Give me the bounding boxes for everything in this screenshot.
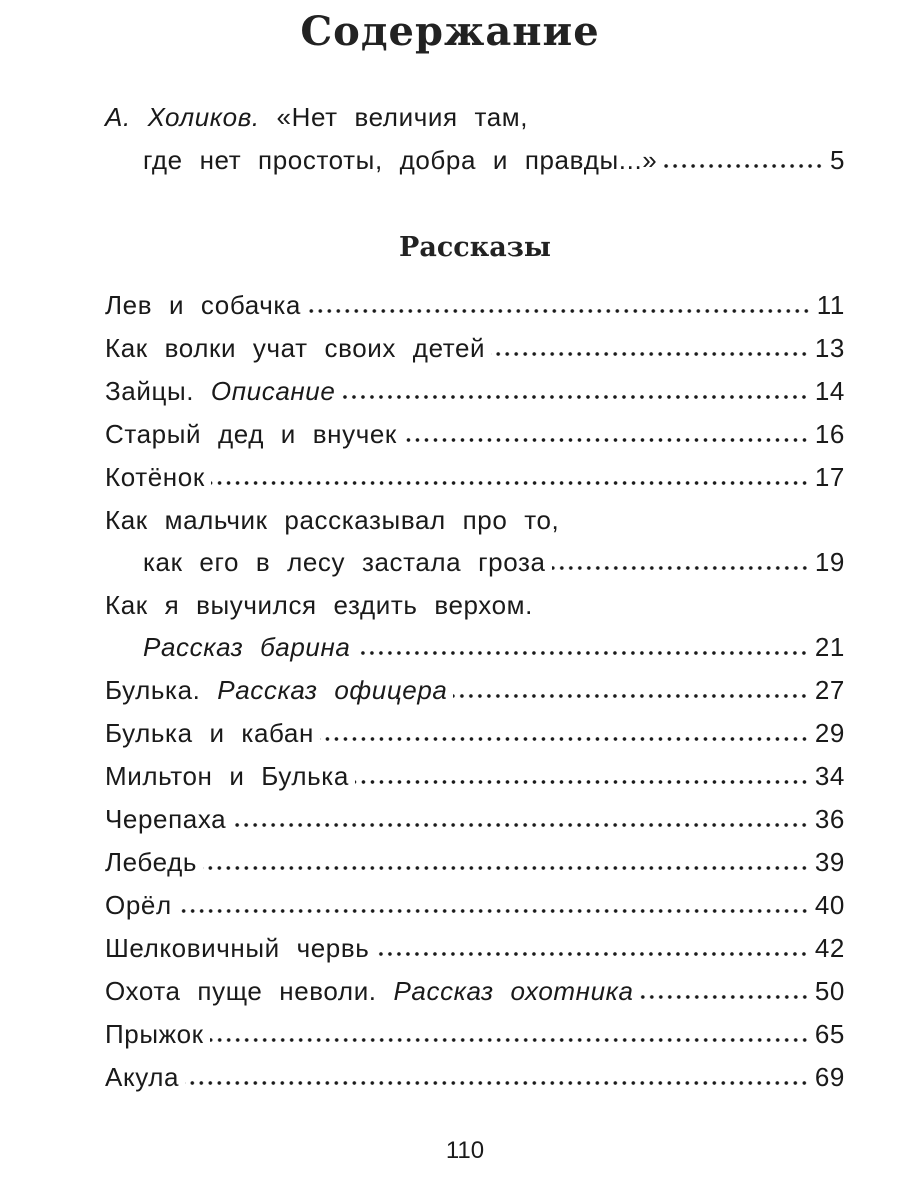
toc-entry-line-last — [105, 290, 845, 326]
entry-text: где нет простоты, добра и правды...» — [143, 145, 658, 175]
page-ref: 69 — [814, 1062, 845, 1092]
dot-leader — [185, 1080, 809, 1086]
page-ref: 16 — [814, 419, 845, 449]
toc-entry-line-last — [105, 890, 845, 926]
page-ref: 19 — [814, 547, 845, 577]
toc-entry-line-last — [105, 847, 845, 883]
entry-text: Мильтон и Булька — [105, 761, 349, 791]
page-ref: 40 — [814, 890, 845, 920]
page-number: 110 — [445, 1137, 485, 1164]
entry-text: Акула — [105, 1062, 180, 1092]
dot-leader — [232, 822, 809, 828]
toc-entry-line-last — [105, 1019, 845, 1055]
dot-leader — [552, 565, 809, 571]
page-ref: 5 — [829, 145, 845, 175]
dot-leader — [341, 394, 808, 400]
entry-text: Котёнок — [105, 462, 205, 492]
page-ref: 42 — [814, 933, 845, 963]
page-ref: 34 — [814, 761, 845, 791]
toc-entry-line — [105, 505, 845, 541]
entry-text: Рассказ барина — [143, 632, 351, 662]
entry-text: Как я выучился ездить верхом. — [105, 590, 533, 620]
page-ref: 39 — [814, 847, 845, 877]
toc-entry-line-last — [105, 761, 845, 797]
page-ref: 17 — [814, 462, 845, 492]
entry-text: Старый дед и внучек — [105, 419, 397, 449]
dot-leader — [355, 779, 809, 785]
dot-leader — [663, 163, 824, 169]
page-ref: 65 — [814, 1019, 845, 1049]
entry-text: Охота пуще неволи. — [105, 976, 394, 1006]
entry-text: Как волки учат своих детей — [105, 333, 486, 363]
page-ref: 13 — [814, 333, 845, 363]
dot-leader — [307, 308, 811, 314]
entry-text: Черепаха — [105, 804, 227, 834]
dot-leader — [178, 908, 809, 914]
entry-text: Как мальчик рассказывал про то, — [105, 505, 560, 535]
entry-text: Орёл — [105, 890, 172, 920]
toc-entry-line-last — [143, 547, 845, 583]
toc-entry-line-last — [105, 419, 845, 455]
section-title: Рассказы — [399, 232, 551, 263]
page-ref: 36 — [814, 804, 845, 834]
entry-text: Зайцы. — [105, 376, 211, 406]
entry-text: Булька. — [105, 675, 218, 705]
page-ref: 11 — [816, 290, 845, 320]
page-ref: 14 — [814, 376, 845, 406]
dot-leader — [491, 351, 809, 357]
dot-leader — [210, 1037, 809, 1043]
dot-leader — [211, 480, 809, 486]
entry-text: Шелковичный червь — [105, 933, 370, 963]
toc-entry-line-last — [105, 675, 845, 711]
entry-text: Булька и кабан — [105, 718, 314, 748]
intro-entry-line-last — [143, 145, 845, 181]
page-title: Содержание — [300, 8, 600, 55]
toc-entry-line-last — [105, 462, 845, 498]
toc-entry-line-last — [105, 333, 845, 369]
intro-entry-line — [105, 102, 845, 138]
toc-entry-line — [105, 590, 845, 626]
dot-leader — [375, 951, 808, 957]
entry-text: Лев и собачка — [105, 290, 301, 320]
page-ref: 27 — [814, 675, 845, 705]
toc-entry-line-last — [143, 632, 845, 668]
toc-entry-line-last — [105, 1062, 845, 1098]
page-ref: 21 — [814, 632, 845, 662]
entry-text: как его в лесу застала гроза — [143, 547, 546, 577]
toc-entry-line-last — [105, 976, 845, 1012]
toc-entry-line-last — [105, 933, 845, 969]
entry-text: «Нет величия там, — [259, 102, 529, 132]
toc-entry-line-last — [105, 376, 845, 412]
dot-leader — [320, 736, 809, 742]
entry-text: Прыжок — [105, 1019, 204, 1049]
entry-text: Описание — [210, 376, 336, 406]
entry-text: Лебедь — [105, 847, 198, 877]
page-ref: 50 — [814, 976, 845, 1006]
dot-leader — [356, 650, 808, 656]
page-ref: 29 — [814, 718, 845, 748]
dot-leader — [640, 994, 809, 1000]
entry-text: Рассказ офицера — [217, 675, 448, 705]
dot-leader — [203, 865, 809, 871]
entry-text: А. Холиков. — [105, 102, 260, 132]
dot-leader — [453, 693, 808, 699]
dot-leader — [403, 437, 809, 443]
toc-entry-line-last — [105, 718, 845, 754]
toc-entry-line-last — [105, 804, 845, 840]
entry-text: Рассказ охотника — [393, 976, 634, 1006]
